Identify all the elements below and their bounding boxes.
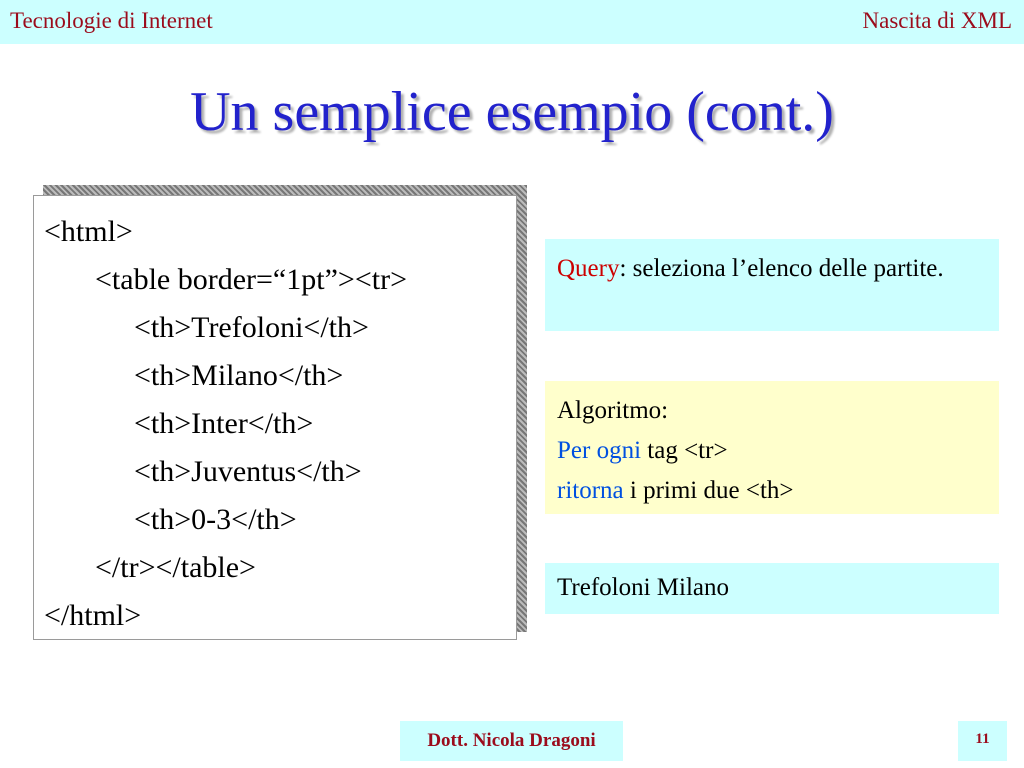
query-box	[545, 239, 999, 331]
query-text	[557, 249, 987, 289]
result-box	[545, 563, 999, 614]
code-line: <th>0-3</th>	[134, 503, 297, 536]
code-listing	[33, 195, 517, 640]
page-number: 11	[958, 721, 1007, 761]
slide-title: Un semplice esempio (cont.)	[190, 81, 834, 143]
code-line: </html>	[44, 599, 142, 632]
algorithm-line-1-text: tag <tr>	[641, 437, 728, 464]
code-line: <th>Juventus</th>	[134, 455, 362, 488]
footer-author: Dott. Nicola Dragoni	[400, 721, 623, 761]
slide-header	[0, 0, 1024, 44]
algorithm-line-2-text: i primi due <th>	[623, 477, 794, 504]
query-keyword: Query	[557, 255, 620, 282]
query-description: : seleziona l’elenco delle partite.	[619, 255, 944, 282]
ritorna-keyword: ritorna	[557, 477, 624, 504]
algorithm-heading: Algoritmo:	[557, 397, 669, 424]
result-text: Trefoloni Milano	[557, 574, 729, 601]
code-line: <html>	[44, 215, 133, 248]
algorithm-box	[545, 381, 999, 514]
code-line: <th>Inter</th>	[134, 407, 314, 440]
code-line: </tr></table>	[95, 551, 256, 584]
section-name: Nascita di XML	[862, 8, 1012, 33]
algorithm-line-2	[557, 471, 987, 511]
algorithm-line-1	[557, 431, 987, 471]
course-name: Tecnologie di Internet	[10, 8, 213, 33]
code-line: <th>Trefoloni</th>	[134, 311, 369, 344]
code-line: <table border=“1pt”><tr>	[95, 263, 407, 296]
code-line: <th>Milano</th>	[134, 359, 344, 392]
per-ogni-keyword: Per ogni	[557, 437, 642, 464]
